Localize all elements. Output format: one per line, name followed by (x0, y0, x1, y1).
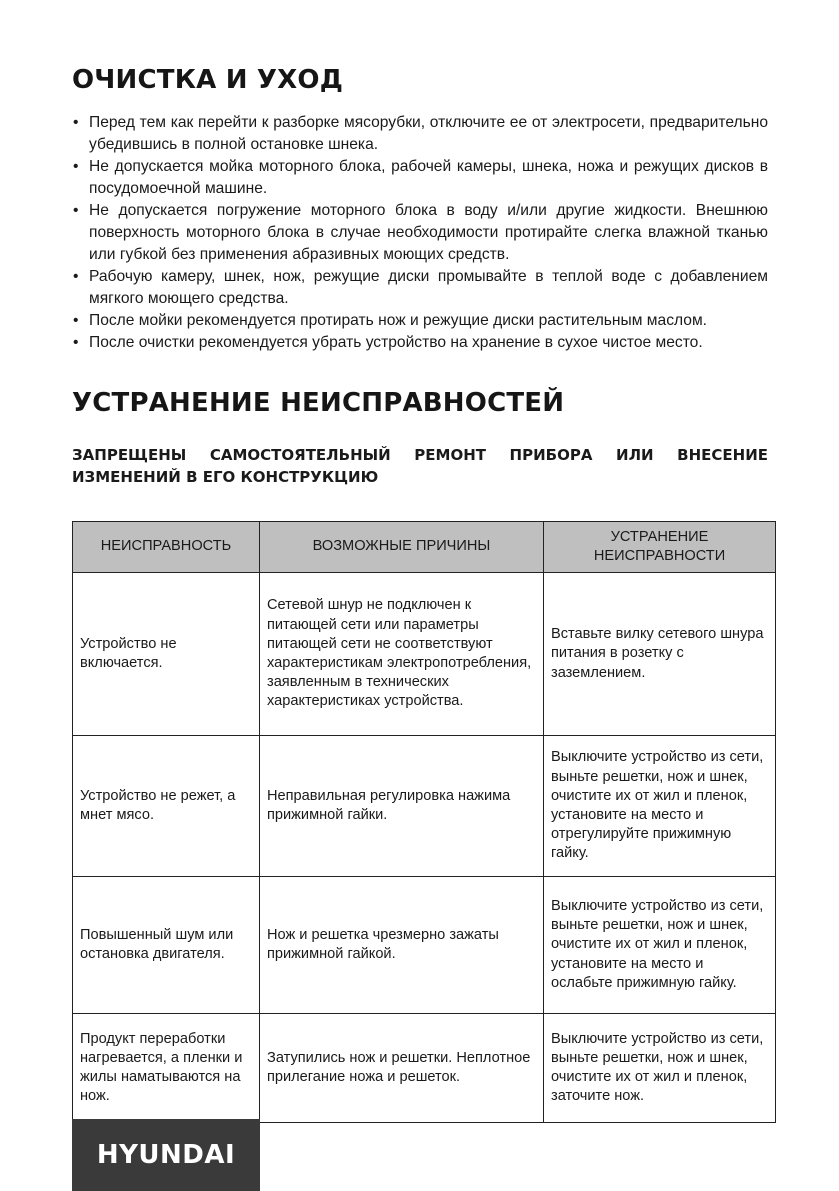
header-problem: НЕИСПРАВНОСТЬ (73, 522, 260, 573)
table-row (73, 1014, 776, 1123)
table-row (73, 877, 776, 1014)
solution-cell: Выключите устройство из сети, выньте решетки, нож и шнек, очистите их от жил и пленок, заточите нож. (544, 1014, 776, 1123)
logo-text: HYUNDAI (96, 1140, 236, 1170)
table-header-row (73, 522, 776, 573)
cleaning-item: • Не допускается погружение моторного блока в воду и/или другие жидкости. Внешнюю поверхность моторного блока в случае необходимости протирайте слегка влажной тканью или губкой без применения абразивных моющих средств. (72, 200, 768, 266)
problem-cell: Устройство не включается. (73, 573, 260, 736)
cause-cell: Затупились нож и решетки. Неплотное прилегание ножа и решеток. (260, 1014, 544, 1123)
table-row (73, 573, 776, 736)
cause-cell: Нож и решетка чрезмерно зажаты прижимной гайкой. (260, 877, 544, 1014)
problem-cell: Повышенный шум или остановка двигателя. (73, 877, 260, 1014)
header-solution: УСТРАНЕНИЕ НЕИСПРАВНОСТИ (544, 522, 776, 573)
hyundai-logo (72, 1119, 260, 1191)
cleaning-heading: ОЧИСТКА И УХОД (72, 65, 344, 95)
solution-cell: Выключите устройство из сети, выньте решетки, нож и шнек, очистите их от жил и пленок, установите на место и ослабьте прижимную гайку. (544, 877, 776, 1014)
solution-cell: Выключите устройство из сети, выньте решетки, нож и шнек, очистите их от жил и пленок, установите на место и отрегулируйте прижимную гайку. (544, 736, 776, 877)
cause-cell: Неправильная регулировка нажима прижимной гайки. (260, 736, 544, 877)
repair-warning: ЗАПРЕЩЕНЫ САМОСТОЯТЕЛЬНЫЙ РЕМОНТ ПРИБОРА ИЛИ ВНЕСЕНИЕ ИЗМЕНЕНИЙ В ЕГО КОНСТРУКЦИЮ (72, 446, 768, 486)
cause-cell: Сетевой шнур не подключен к питающей сети или параметры питающей сети не соответствуют характеристикам электропотребления, заявленным в технических характеристиках устройства. (260, 573, 544, 736)
cleaning-item: • После очистки рекомендуется убрать устройство на хранение в сухое чистое место. (72, 332, 768, 354)
header-cause: ВОЗМОЖНЫЕ ПРИЧИНЫ (260, 522, 544, 573)
cleaning-item: • После мойки рекомендуется протирать нож и режущие диски растительным маслом. (72, 310, 768, 332)
troubleshooting-heading: УСТРАНЕНИЕ НЕИСПРАВНОСТЕЙ (72, 388, 565, 418)
problem-cell: Устройство не режет, а мнет мясо. (73, 736, 260, 877)
manual-page (72, 62, 768, 1123)
cleaning-item: • Не допускается мойка моторного блока, рабочей камеры, шнека, ножа и режущих дисков в посудомоечной машине. (72, 156, 768, 200)
solution-cell: Вставьте вилку сетевого шнура питания в розетку с заземлением. (544, 573, 776, 736)
troubleshooting-table (72, 521, 776, 1123)
cleaning-item: • Рабочую камеру, шнек, нож, режущие диски промывайте в теплой воде с добавлением мягкого моющего средства. (72, 266, 768, 310)
problem-cell: Продукт переработки нагревается, а пленки и жилы наматываются на нож. (73, 1014, 260, 1123)
cleaning-list (72, 112, 768, 354)
table-row (73, 736, 776, 877)
cleaning-item: • Перед тем как перейти к разборке мясорубки, отключите ее от электросети, предварительно убедившись в полной остановке шнека. (72, 112, 768, 156)
